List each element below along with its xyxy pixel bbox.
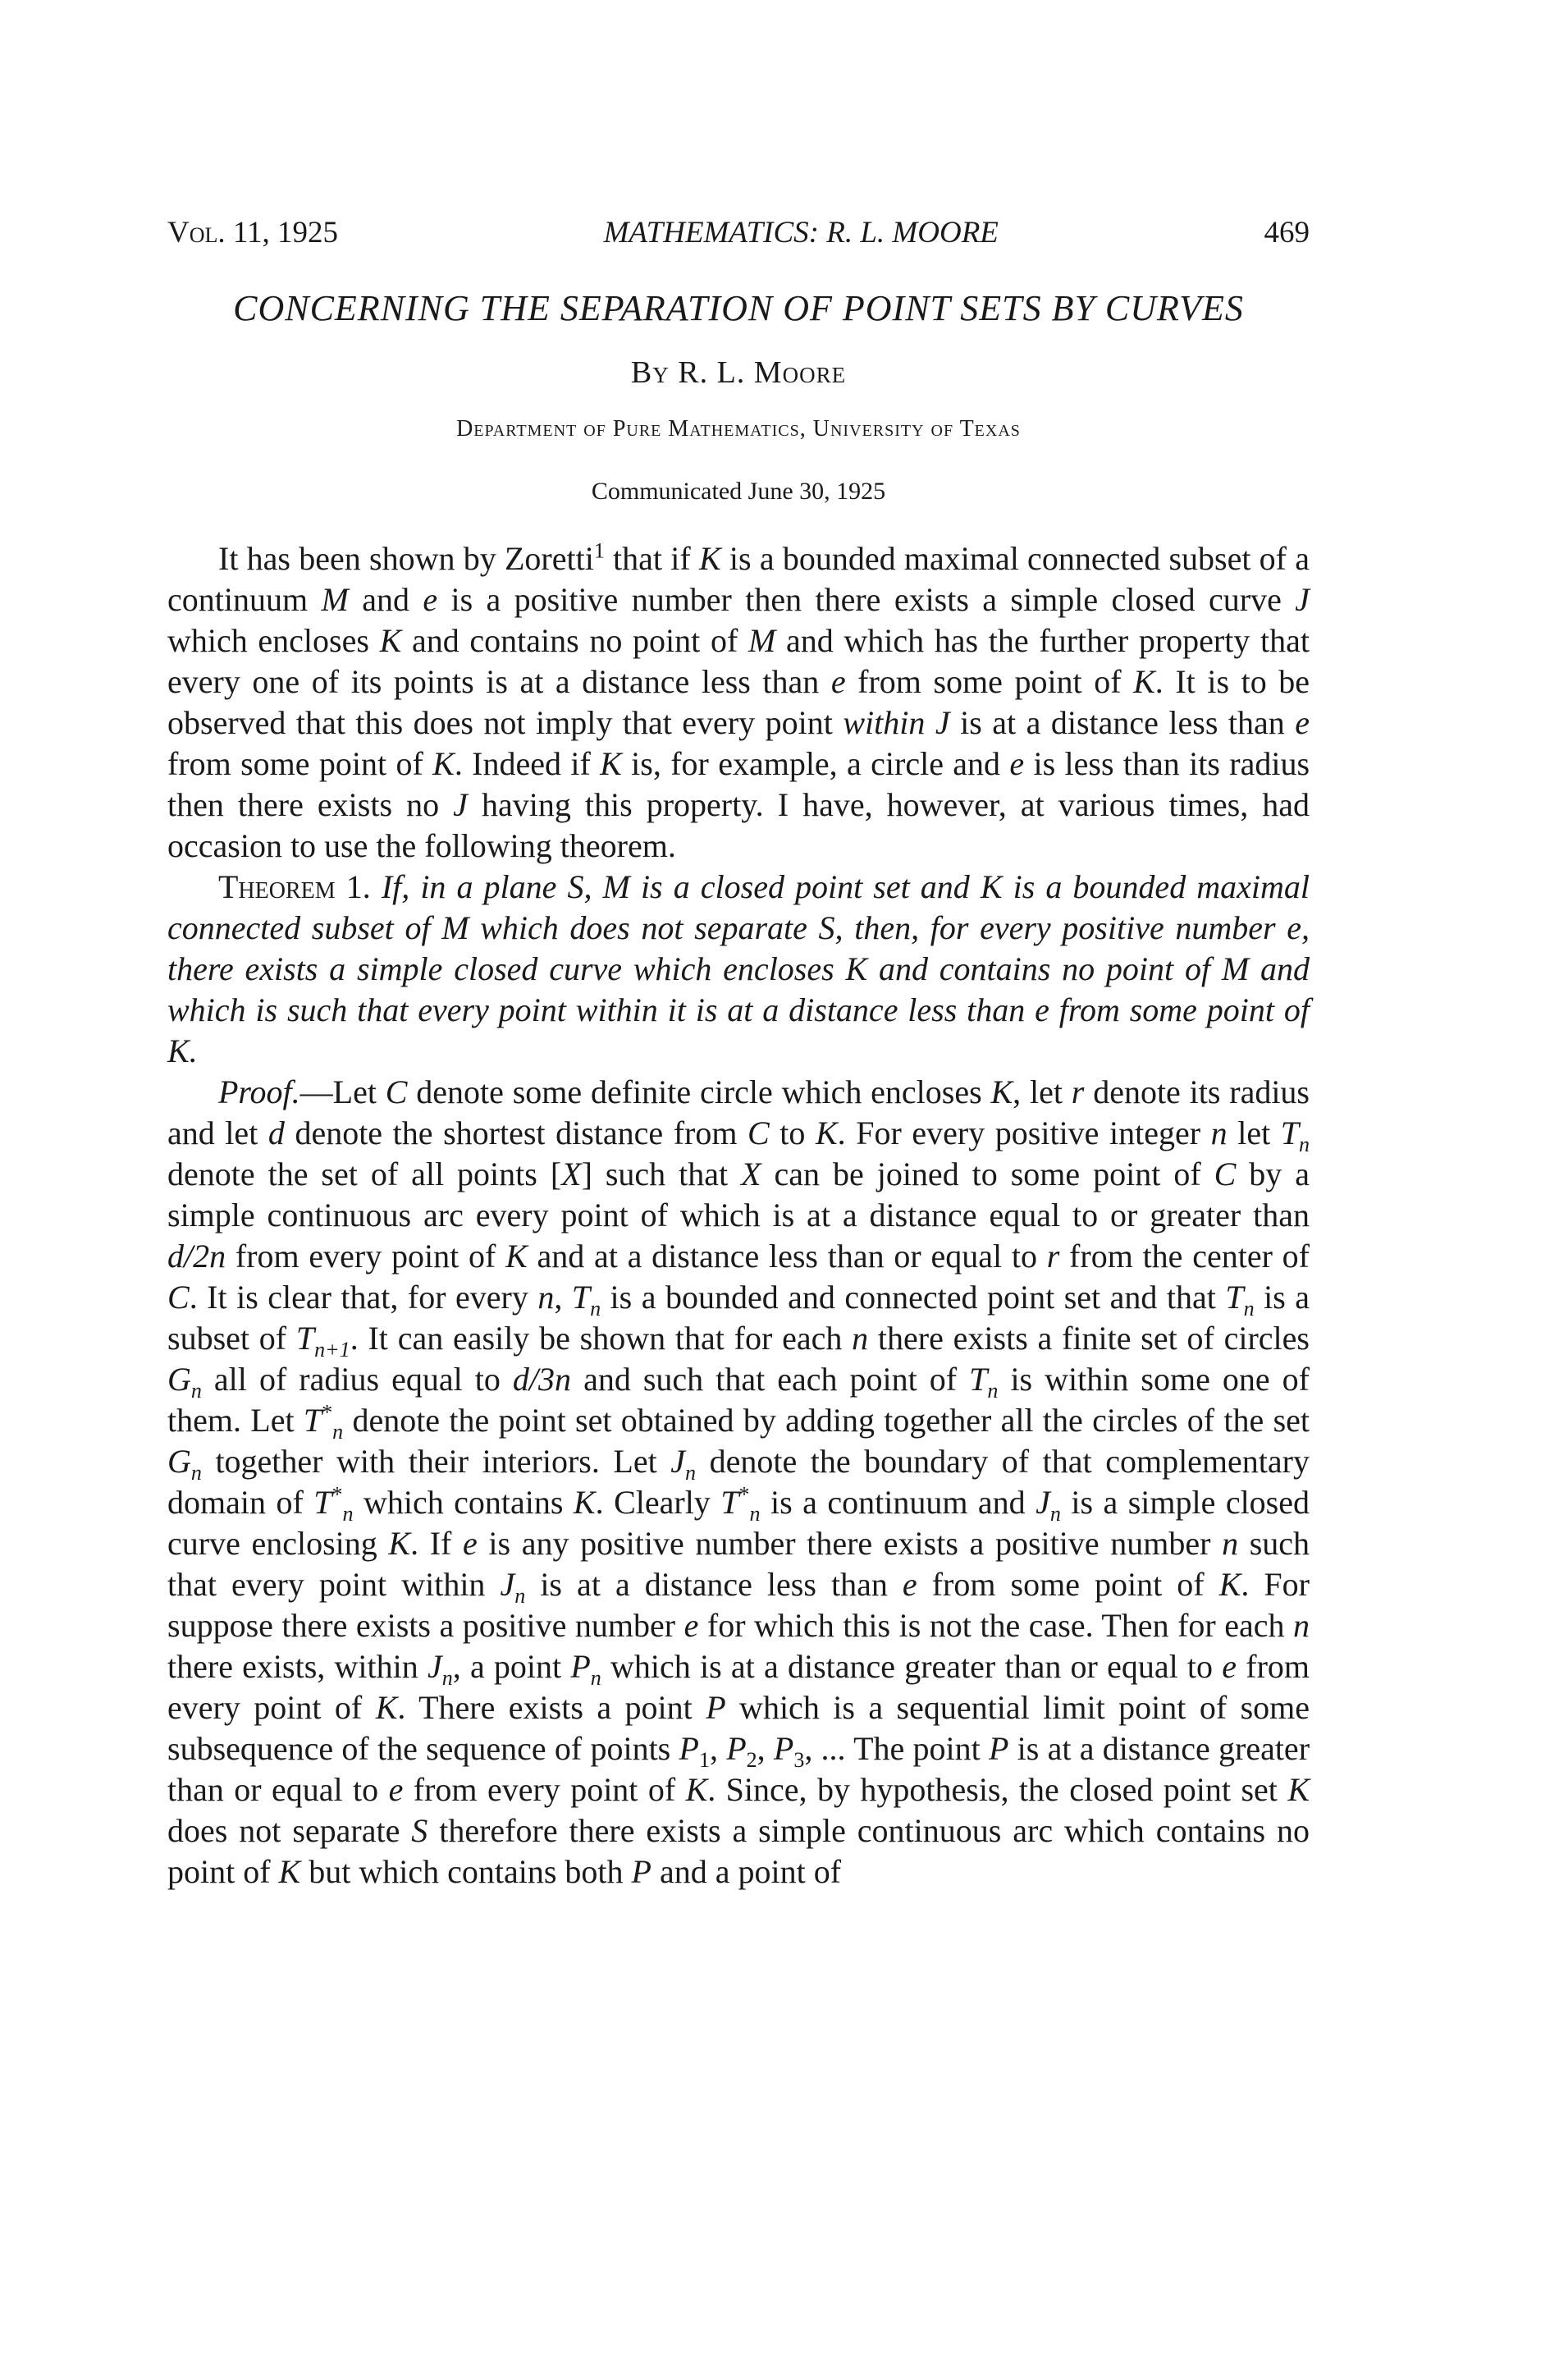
page-number: 469 [1264,216,1310,249]
theorem-label: Theorem 1. [218,868,371,905]
article-title: CONCERNING THE SEPARATION OF POINT SETS BY CURVES [233,288,1244,328]
proof-paragraph: Proof.—Let C denote some definite circle which encloses K, let r denote its radius and let d denote the shortest distance from C to K. For every positive integer n let $T_n$ denote the set of all points [X] such that X can be joined to some point of C by a simple continuous arc every point of which is at a distance equal to or greater than d/2n from every point of K and at a distance less than or equal to r from the center of C. It is clear that, for every n, $T_n$ is a bounded and connected point set and that $T_n$ is a subset of $T_{n+1}$. It can easily be shown that for each n there exists a finite set of circles $G_n$ all of radius equal to d/3n and such that each point of $T_n$ is within some one of them. Let $T^*_n$ denote the point set obtained by adding together all the circles of the set $G_n$ together with their interiors. Let $J_n$ denote the boundary of that complementary domain of $T^*_n$ which contains K. Clearly $T^*_n$ is a continuum and $J_n$ is a simple closed curve enclosing K. If e is any positive number there exists a positive number n such that every point within $J_n$ is at a distance less than e from some point of K. For suppose there exists a positive number e for which this is not the case. Then for each n there exists, within $J_n$, a point $P_n$ which is at a distance greater than or equal to e from every point of K. There exists a point P which is a sequential limit point of some subsequence of the sequence of points $P_1$, $P_2$, $P_3$, ... The point P is at a distance greater than or equal to e from every point of K. Since, by hypothesis, the closed point set K does not separate S therefore there exists a simple continuous arc which contains no point of K but which contains both P and a point of [167,1073,1310,1890]
proof-label: Proof. [218,1073,300,1110]
author-affiliation: Department of Pure Mathematics, University of Texas [456,416,1021,442]
theorem-paragraph [167,867,1310,1072]
footnote-ref[interactable]: 1 [593,538,605,563]
running-title: MATHEMATICS: R. L. MOORE [603,216,999,249]
article-body [167,538,1310,1893]
running-head [167,215,1310,250]
intro-paragraph: It has been shown by Zoretti$^1$ that if K is a bounded maximal connected subset of a continuum M and e is a positive number then there exists a simple closed curve J which encloses K and contains no point of M and which has the further property that every one of its points is at a distance less than e from some point of K. It is to be observed that this does not imply that every point within J is at a distance less than e from some point of K. Indeed if K is, for example, a circle and e is less than its radius then there exists no J having this property. I have, however, at various times, had occasion to use the following theorem. [167,538,1310,864]
volume-label: Vol. 11, 1925 [167,216,339,249]
communicated-date: Communicated June 30, 1925 [591,478,886,505]
article-author: By R. L. Moore [630,355,847,390]
theorem-statement: If, in a plane S, M is a closed point set and K is a bounded maximal connected subset of M which does not separate S, then, for every positive number e, there exists a simple closed curve which encloses K and contains no point of M and which is such that every point within it is at a distance less than e from some point of K. [167,868,1310,1069]
